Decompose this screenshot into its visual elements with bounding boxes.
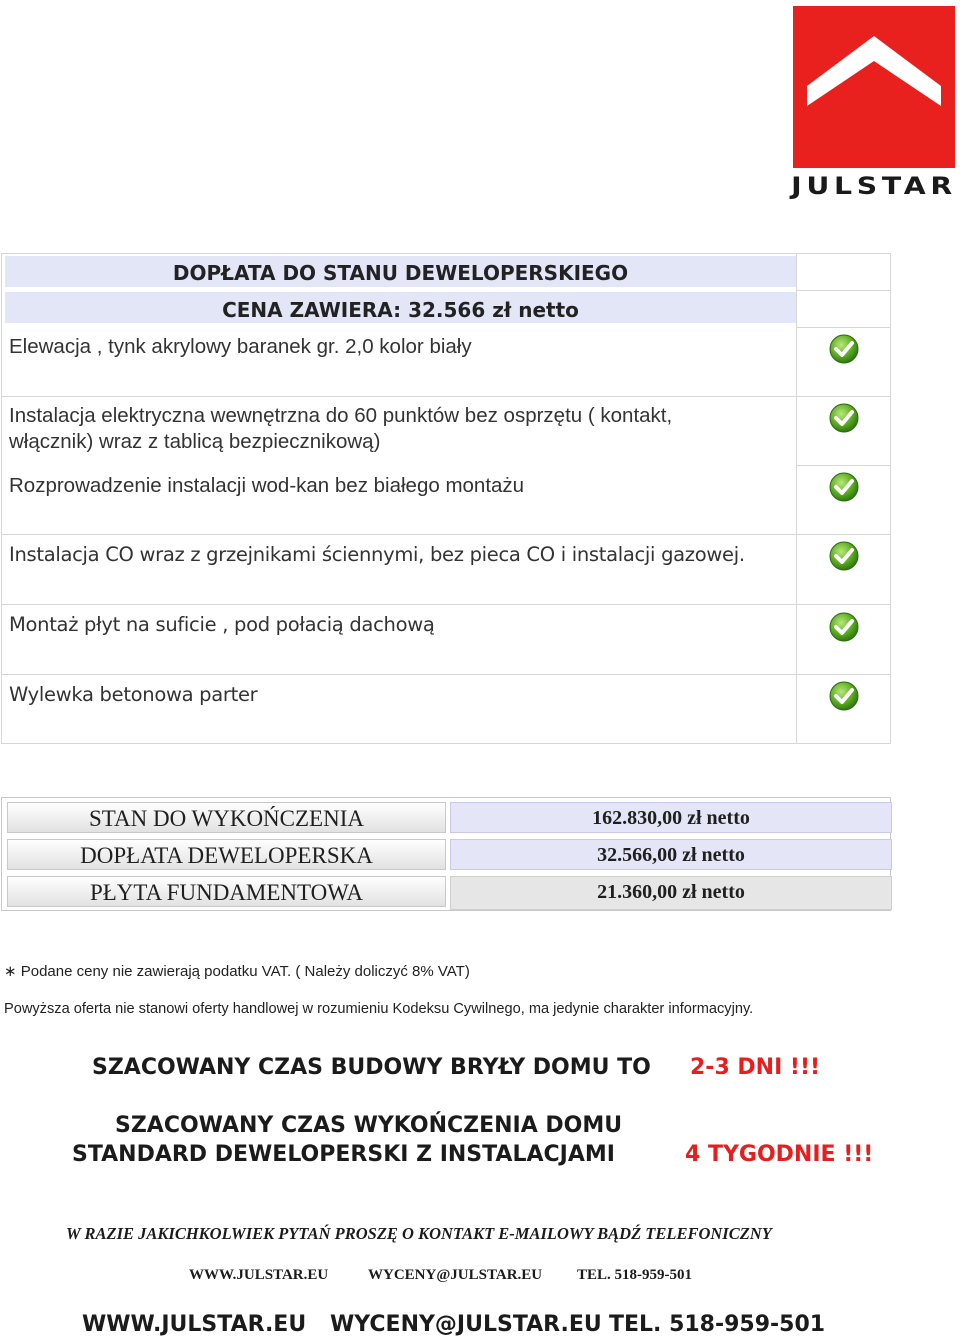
divider <box>2 396 890 397</box>
footer-website[interactable]: WWW.JULSTAR.EU <box>82 1312 307 1337</box>
build-time-value: 2-3 DNI !!! <box>690 1055 821 1080</box>
roof-chevron-icon <box>793 6 955 168</box>
finish-time-label-1: SZACOWANY CZAS WYKOŃCZENIA DOMU <box>115 1113 623 1138</box>
price-value-doplata: 32.566,00 zł netto <box>450 839 892 870</box>
check-icon <box>828 402 860 434</box>
disclaimer-note: Powyższa oferta nie stanowi oferty handlowej w rozumieniu Kodeksu Cywilnego, ma jedynie charakter informacyjny. <box>4 1001 754 1017</box>
build-time-label: SZACOWANY CZAS BUDOWY BRYŁY DOMU TO <box>92 1055 651 1080</box>
check-icon <box>828 471 860 503</box>
contact-phone-small: TEL. 518-959-501 <box>577 1267 693 1283</box>
divider <box>2 674 890 675</box>
checklist-table <box>1 253 891 744</box>
divider <box>797 465 891 466</box>
item-elektryka-line1: Instalacja elektryczna wewnętrzna do 60 punktów bez osprzętu ( kontakt, <box>9 404 673 427</box>
footer-email[interactable]: WYCENY@JULSTAR.EU <box>330 1312 602 1337</box>
footer-phone: TEL. 518-959-501 <box>609 1312 826 1337</box>
item-instalacja-co: Instalacja CO wraz z grzejnikami ściennymi, bez pieca CO i instalacji gazowej. <box>9 543 745 566</box>
checklist-price-line: CENA ZAWIERA: 32.566 zł netto <box>222 298 579 322</box>
column-divider <box>796 254 797 743</box>
finish-time-label-2: STANDARD DEWELOPERSKI Z INSTALACJAMI <box>72 1142 615 1167</box>
price-label-stan: STAN DO WYKOŃCZENIA <box>7 802 446 833</box>
price-value-stan: 162.830,00 zł netto <box>450 802 892 833</box>
item-elektryka-line2: włącznik) wraz z tablicą bezpiecznikową) <box>9 430 381 453</box>
price-label-doplata: DOPŁATA DEWELOPERSKA <box>7 839 446 870</box>
check-icon <box>828 680 860 712</box>
check-icon <box>828 540 860 572</box>
vat-note: ∗ Podane ceny nie zawierają podatku VAT. ( Należy doliczyć 8% VAT) <box>4 963 470 980</box>
item-plyty-sufit: Montaż płyt na suficie , pod połacią dachową <box>9 613 435 636</box>
contact-email-small[interactable]: WYCENY@JULSTAR.EU <box>368 1267 543 1283</box>
price-table <box>1 797 891 911</box>
item-elewacja: Elewacja , tynk akrylowy baranek gr. 2,0 kolor biały <box>9 335 472 358</box>
divider <box>2 534 890 535</box>
price-label-plyta: PŁYTA FUNDAMENTOWA <box>7 876 446 907</box>
contact-website-small[interactable]: WWW.JULSTAR.EU <box>189 1267 329 1283</box>
check-icon <box>828 611 860 643</box>
divider <box>797 327 891 328</box>
check-icon <box>828 333 860 365</box>
divider <box>2 604 890 605</box>
item-wod-kan: Rozprowadzenie instalacji wod-kan bez białego montażu <box>9 474 525 497</box>
finish-time-value: 4 TYGODNIE !!! <box>685 1142 874 1167</box>
item-wylewka: Wylewka betonowa parter <box>9 683 258 706</box>
contact-cta: W RAZIE JAKICHKOLWIEK PYTAŃ PROSZĘ O KONTAKT E-MAILOWY BĄDŹ TELEFONICZNY <box>66 1224 772 1243</box>
price-value-plyta: 21.360,00 zł netto <box>450 876 892 910</box>
logo-wordmark: JULSTAR <box>791 172 957 200</box>
checklist-heading: DOPŁATA DO STANU DEWELOPERSKIEGO <box>172 261 629 285</box>
divider <box>797 290 891 291</box>
julstar-logo <box>793 6 955 168</box>
